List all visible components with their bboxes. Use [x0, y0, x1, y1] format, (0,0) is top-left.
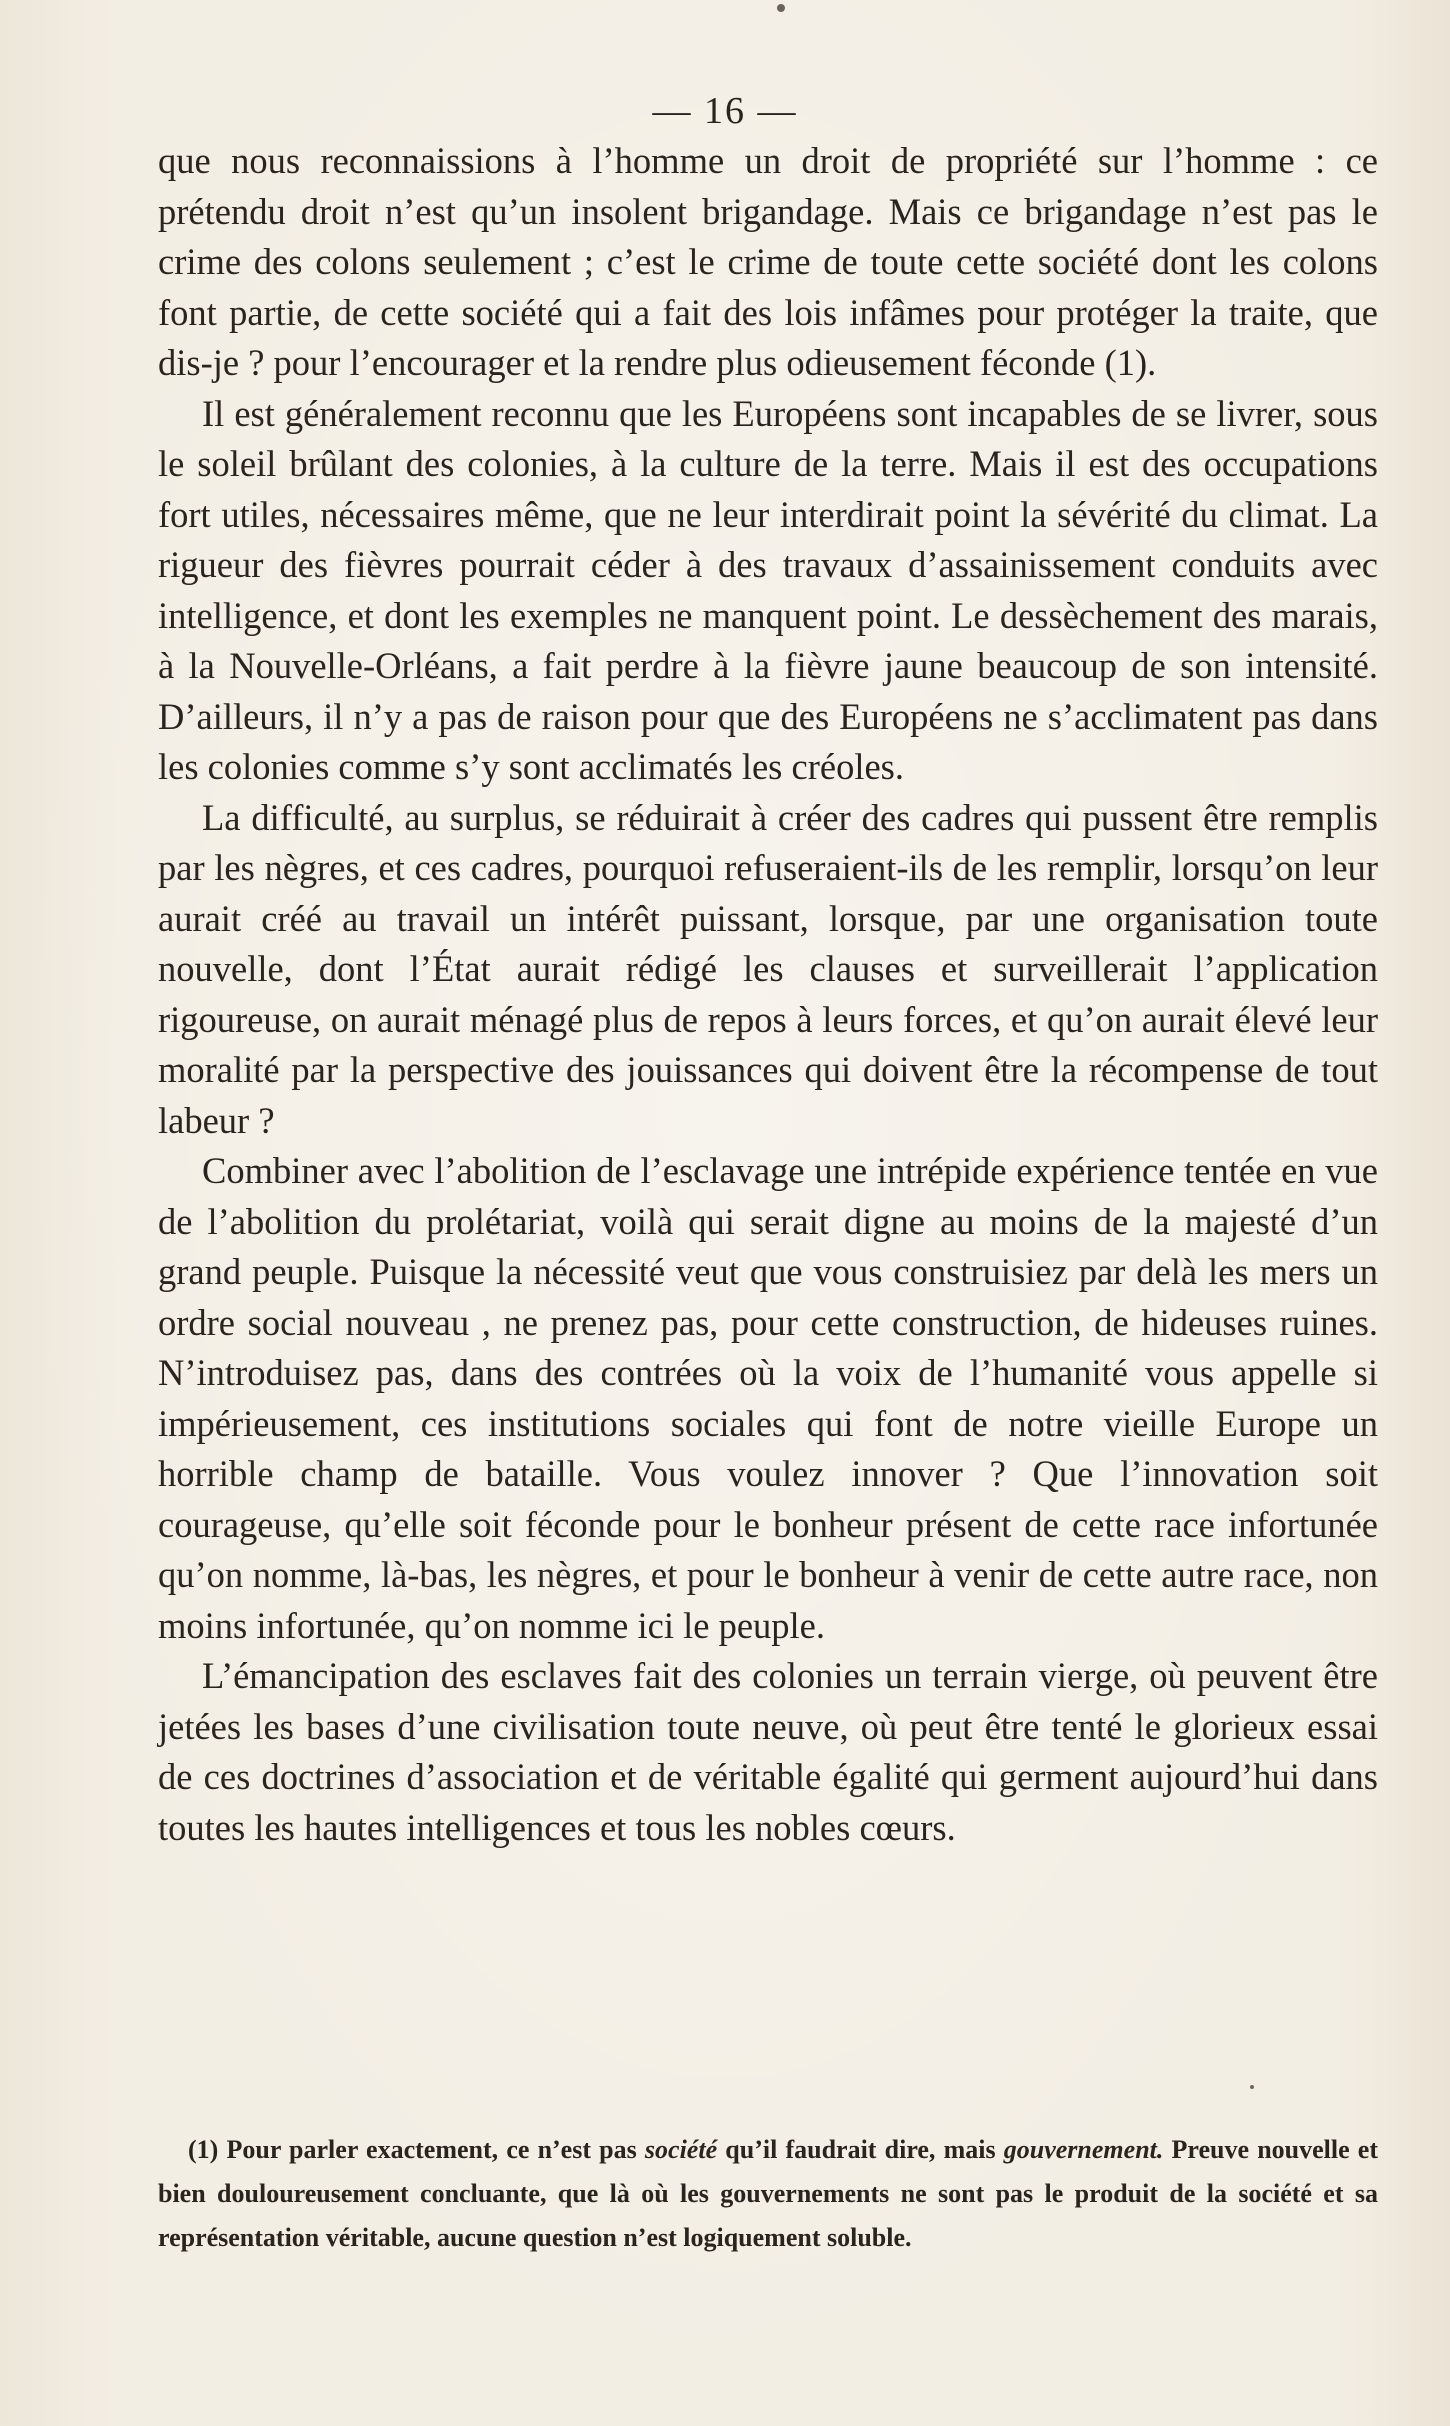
ink-dot — [1250, 2085, 1254, 2089]
footnote-text-3: Preuve nouvelle et bien douloureusement concluante, que là où les gouvernements ne sont pas le produit de la société et sa représentation véritable, aucune question n’est logiquement soluble. — [158, 2135, 1379, 2252]
page-number: — 16 — — [652, 90, 798, 132]
paragraph-5: L’émancipation des esclaves fait des colonies un terrain vierge, où peuvent être jetées les bases d’une civilisation toute neuve, où peut être tenté le glorieux essai de ces doctrines d’association et de véritable égalité qui germent aujourd’hui dans toutes les hautes intelligences et tous les nobles cœurs. — [158, 1655, 1378, 1848]
footnote-emphasis-1: société — [644, 2135, 718, 2164]
footnote-text-1: (1) Pour parler exactement, ce n’est pas — [188, 2135, 645, 2164]
paragraph-3: La difficulté, au surplus, se réduirait à créer des cadres qui pussent être remplis par les nègres, et ces cadres, pourquoi refuseraient-ils de les remplir, lorsqu’on leur aurait créé au travail un intérêt puissant, lorsque, par une organisation toute nouvelle, dont l’État aurait rédigé les clauses et surveillerait l’application rigoureuse, on aurait ménagé plus de repos à leurs forces, et qu’on aurait élevé leur moralité par la perspective des jouissances qui doivent être la récompense de tout labeur ? — [158, 796, 1378, 1141]
main-text — [158, 136, 1378, 1853]
footnote — [158, 2128, 1378, 2260]
ink-speck — [777, 4, 785, 12]
paragraph-4: Combiner avec l’abolition de l’esclavage une intrépide expérience tentée en vue de l’abolition du prolétariat, voilà qui serait digne au moins de la majesté d’un grand peuple. Puisque la nécessité veut que vous construisiez par delà les mers un ordre social nouveau , ne prenez pas, pour cette construction, de hideuses ruines. N’introduisez pas, dans des contrées où la voix de l’humanité vous appelle si impérieusement, ces institutions sociales qui font de notre vieille Europe un horrible champ de bataille. Vous voulez innover ? Que l’innovation soit courageuse, qu’elle soit féconde pour le bonheur présent de cette race infortunée qu’on nomme, là-bas, les nègres, et pour le bonheur à venir de cette autre race, non moins infortunée, qu’on nomme ici le peuple. — [158, 1150, 1378, 1646]
paragraph-2: Il est généralement reconnu que les Européens sont incapables de se livrer, sous le soleil brûlant des colonies, à la culture de la terre. Mais il est des occupations fort utiles, nécessaires même, que ne leur interdirait point la sévérité du climat. La rigueur des fièvres pourrait céder à des travaux d’assainissement conduits avec intelligence, et dont les exemples ne manquent point. Le dessèchement des marais, à la Nouvelle-Orléans, a fait perdre à la fièvre jaune beaucoup de son intensité. D’ailleurs, il n’y a pas de raison pour que des Européens ne s’acclimatent pas dans les colonies comme s’y sont acclimatés les créoles. — [158, 392, 1378, 787]
footnote-text-2: qu’il faudrait dire, mais — [717, 2135, 1004, 2164]
footnote-area — [158, 2128, 1378, 2260]
paragraph-1: que nous reconnaissions à l’homme un droit de propriété sur l’homme : ce prétendu droit n’est qu’un insolent brigandage. Mais ce brigandage n’est pas le crime des colons seulement ; c’est le crime de toute cette société dont les colons font partie, de cette société qui a fait des lois infâmes pour protéger la traite, que dis-je ? pour l’encourager et la rendre plus odieusement féconde (1). — [158, 140, 1378, 383]
footnote-emphasis-2: gouvernement. — [1003, 2135, 1164, 2164]
